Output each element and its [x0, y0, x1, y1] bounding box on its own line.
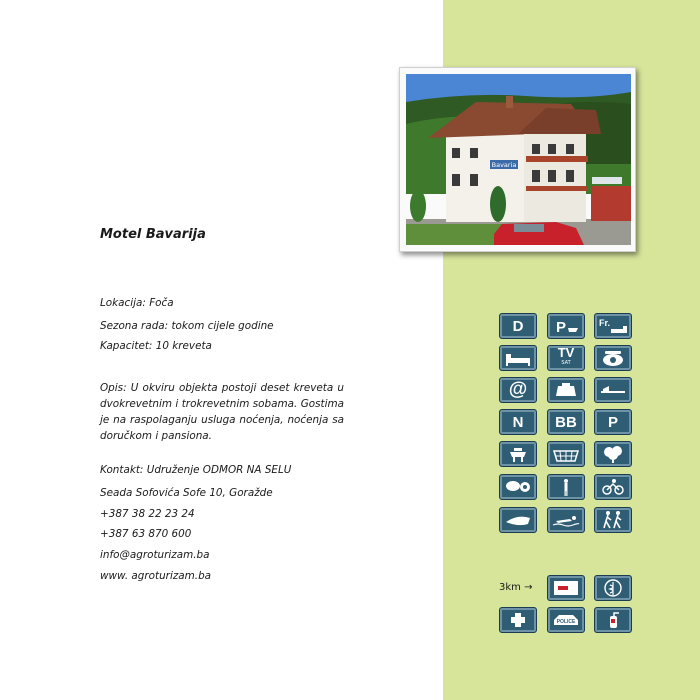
at-label: @ — [508, 379, 528, 400]
p-label: P — [607, 413, 618, 431]
standing-person-icon — [547, 474, 585, 500]
bb-icon — [547, 409, 585, 435]
swimming-icon — [547, 507, 585, 533]
capacity-text: Kapacitet: 10 kreveta — [100, 340, 212, 352]
fr-label: Fr. — [599, 318, 611, 328]
contact-website: www. agroturizam.ba — [100, 570, 212, 582]
d-icon-label: D — [512, 317, 524, 335]
hiking-icon — [594, 507, 632, 533]
contact-phone-2: +387 63 870 600 — [100, 528, 192, 540]
description-text: Opis: U okviru objekta postoji deset kreveta u dvokrevetnim i trokrevetnim sobama. Gostima je na raspolaganju usluga noćenja, noćenja sa doručkom i pansiona. — [100, 382, 344, 442]
svg-text:P: P — [556, 319, 567, 336]
laundry-icon — [547, 377, 585, 403]
motel-sign-text: Bavaria — [491, 161, 517, 169]
motel-photo — [399, 67, 636, 252]
fire-extinguisher-icon — [594, 607, 632, 633]
tree-icon — [594, 441, 632, 467]
first-aid-icon — [499, 607, 537, 633]
breakfast-room-icon — [594, 313, 632, 339]
tv-sat-icon — [547, 345, 585, 371]
distance-text: 3km — [499, 582, 521, 593]
iron-icon — [594, 377, 632, 403]
basket-icon — [547, 441, 585, 467]
season-text: Sezona rada: tokom cijele godine — [100, 320, 274, 332]
d-icon — [499, 313, 537, 339]
location-text: Lokacija: Foča — [100, 297, 174, 309]
grill-icon — [499, 441, 537, 467]
pharmacy-icon — [594, 575, 632, 601]
police-label: POLICE — [556, 619, 576, 625]
n-label: N — [512, 413, 524, 431]
parking-icon — [547, 313, 585, 339]
telephone-icon — [594, 345, 632, 371]
boat-icon — [499, 507, 537, 533]
internet-icon — [499, 377, 537, 403]
sat-label: SAT — [561, 360, 571, 366]
tv-label: TV — [557, 345, 575, 360]
bb-label: BB — [555, 413, 577, 431]
contact-address: Seada Sofovića Sofe 10, Goražde — [100, 487, 273, 499]
distance-label — [499, 582, 532, 593]
motel-photo-image — [406, 74, 631, 245]
post-office-icon — [547, 575, 585, 601]
arrow-right-icon: → — [524, 582, 533, 593]
contact-org: Kontakt: Udruženje ODMOR NA SELU — [100, 464, 292, 476]
bed-icon — [499, 345, 537, 371]
contact-email: info@agroturizam.ba — [100, 549, 210, 561]
contact-phone-1: +387 38 22 23 24 — [100, 508, 195, 520]
bicycle-icon — [594, 474, 632, 500]
n-icon — [499, 409, 537, 435]
conversation-icon — [499, 474, 537, 500]
page-title: Motel Bavarija — [100, 227, 206, 242]
police-icon — [547, 607, 585, 633]
p-icon — [594, 409, 632, 435]
